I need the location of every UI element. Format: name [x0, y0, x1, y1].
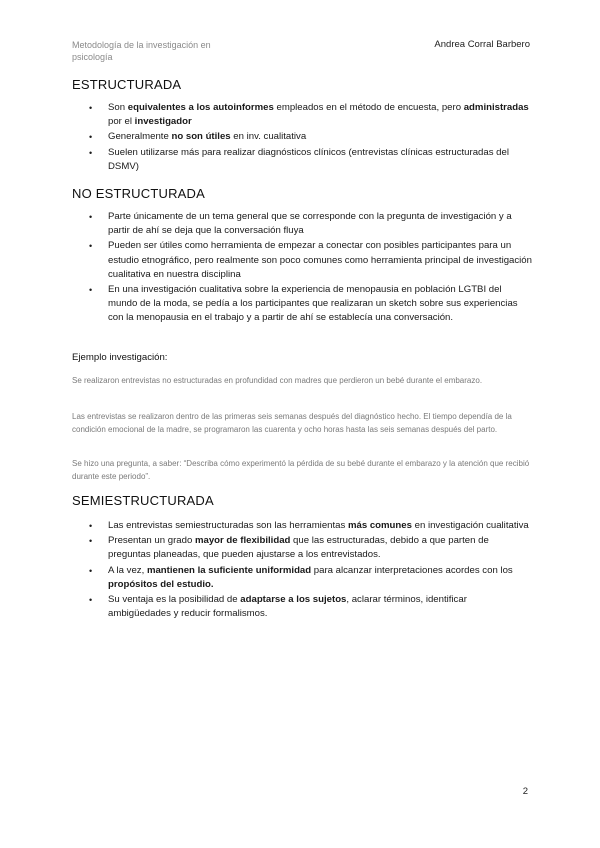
list-item — [72, 239, 532, 282]
text-segment: por el — [108, 116, 135, 128]
bold-text: más comunes — [347, 520, 412, 531]
list-item — [72, 130, 532, 144]
bold-text: investigador — [134, 116, 192, 128]
list-item — [72, 101, 532, 129]
list-item — [72, 564, 532, 592]
example-paragraph-1: Se realizaron entrevistas no estructuradas en profundidad con madres que perdieron un bebé durante el embarazo. — [72, 376, 483, 385]
bold-text: adaptarse a los sujetos — [240, 594, 347, 606]
bold-text: administradas — [463, 102, 529, 113]
text-segment: Suelen utilizarse más para realizar diagnósticos clínicos (entrevistas clínicas estructuradas del DSMV) — [108, 146, 509, 172]
heading-no-estructurada: NO ESTRUCTURADA — [72, 186, 206, 201]
text-segment: Parte únicamente de un tema general que se corresponde con la pregunta de investigación y a partir de ahí se deja que la conversación fluya — [108, 211, 512, 237]
bullet-icon: • — [89, 241, 93, 252]
text-segment: en investigación cualitativa — [411, 520, 529, 531]
bullet-icon: • — [89, 147, 93, 158]
bullet-icon: • — [89, 521, 93, 531]
bullet-icon: • — [89, 565, 93, 576]
bullet-icon: • — [89, 285, 93, 296]
heading-estructurada: ESTRUCTURADA — [72, 77, 182, 92]
bold-text: mantienen la suficiente uniformidad — [146, 564, 312, 576]
text-segment: Su ventaja es la posibilidad de — [108, 594, 241, 606]
list-item — [72, 146, 532, 174]
page-number: 2 — [522, 786, 528, 797]
bold-text: mayor de flexibilidad — [194, 535, 291, 547]
bullet-icon: • — [89, 536, 93, 547]
text-segment: Las entrevistas semiestructuradas son las herramientas — [108, 520, 348, 531]
text-segment: Pueden ser útiles como herramienta de empezar a conectar con posibles participantes para un estudio etnográfico, pero realmente son poco comunes como herramienta principal de investigación cualitativa en nuestra disciplina — [108, 240, 532, 280]
text-segment: , aclarar términos, identificar ambigüedades y reducir formalismos. — [108, 594, 467, 620]
list-semiestructurada — [72, 519, 532, 622]
bullet-icon: • — [89, 132, 93, 143]
text-segment: para alcanzar interpretaciones acordes con los — [311, 564, 513, 576]
list-estructurada — [72, 101, 532, 175]
example-paragraph-3: Se hizo una pregunta, a saber: “Describa cómo experimentó la pérdida de su bebé durante el embarazo y la atención que recibió durante este periodo”. — [72, 459, 530, 481]
bullet-icon: • — [89, 595, 93, 606]
bullet-icon: • — [89, 212, 93, 222]
text-segment: En una investigación cualitativa sobre la experiencia de menopausia en población LGTBI del mundo de la moda, se pedía a los participantes que realizaran un sketch sobre sus experiencias con la menopausia en el trabajo y a partir de ahí se establecía una conversación. — [108, 284, 518, 324]
text-segment: en inv. cualitativa — [230, 131, 307, 143]
bold-text: no son útiles — [171, 131, 231, 143]
list-item — [72, 593, 532, 621]
text-segment: Son — [108, 102, 128, 113]
example-paragraph-2: Las entrevistas se realizaron dentro de las primeras seis semanas después del diagnóstico hecho. El tiempo dependía de la condición emocional de la madre, se programaron las cuarenta y ocho horas hasta las seis semanas después del parto. — [72, 412, 512, 434]
text-segment: Presentan un grado — [108, 535, 195, 547]
bullet-icon: • — [89, 103, 93, 113]
bold-text: propósitos del estudio. — [108, 578, 214, 590]
text-segment: empleados en el método de encuesta, pero — [273, 102, 464, 113]
list-item — [72, 283, 532, 326]
example-heading: Ejemplo investigación: — [72, 352, 168, 363]
header-author: Andrea Corral Barbero — [434, 39, 530, 50]
list-item — [72, 519, 532, 533]
list-item — [72, 210, 532, 238]
text-segment: que las estructuradas, debido a que parten de preguntas planeadas, que pueden ajustarse a los entrevistados. — [108, 535, 489, 561]
bold-text: equivalentes a los autoinformes — [127, 102, 274, 113]
heading-semiestructurada: SEMIESTRUCTURADA — [72, 493, 214, 508]
list-item — [72, 534, 532, 562]
text-segment: Generalmente — [108, 131, 172, 143]
text-segment: A la vez, — [108, 564, 147, 576]
header-course-title: Metodología de la investigación en psicología — [72, 40, 211, 62]
list-no-estructurada — [72, 210, 532, 327]
